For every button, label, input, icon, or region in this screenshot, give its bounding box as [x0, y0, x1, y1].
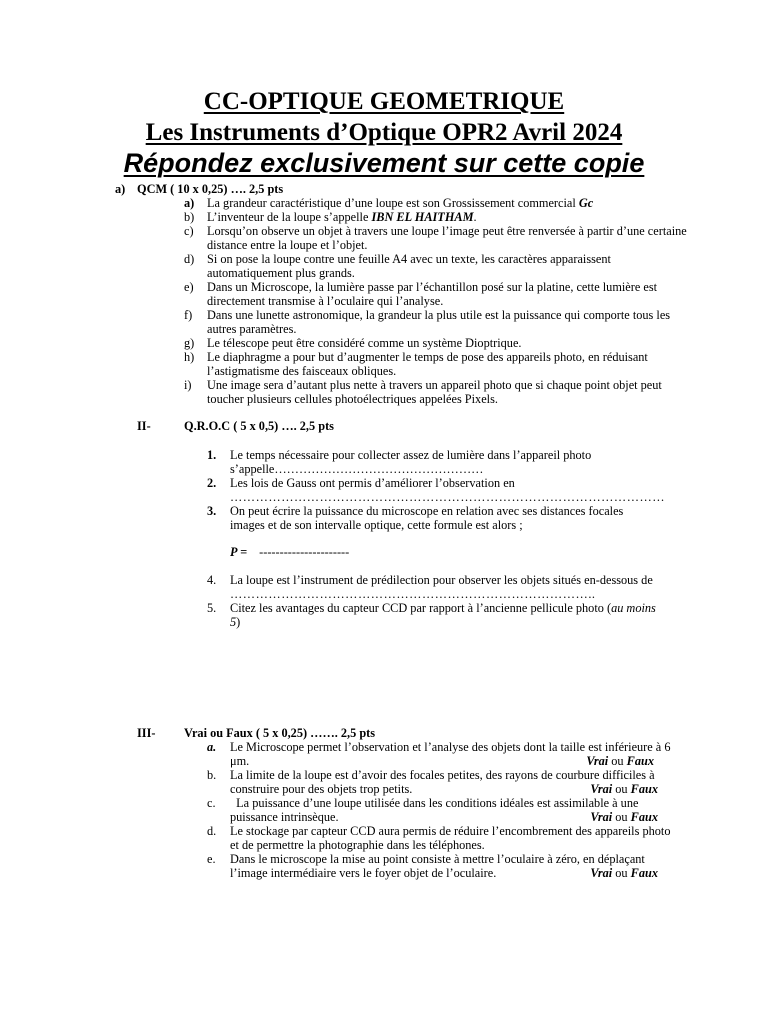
item-text: Le stockage par capteur CCD aura permis de réduire l’encombrement des appareils photo et de permettre la photographie dans les téléphones. [230, 824, 671, 852]
title-instruction: Répondez exclusivement sur cette copie [123, 148, 645, 178]
item-emphasis: IBN EL HAITHAM [371, 210, 474, 224]
formula-blank: ---------------------- [259, 545, 350, 559]
item-text: Lorsqu’on observe un objet à travers une loupe l’image peut être renversée à partir d’une certaine distance entre la loupe et l’objet. [207, 224, 687, 252]
item-marker: 3. [207, 504, 217, 518]
qroc-item-4 [207, 573, 680, 601]
item-marker: 2. [207, 476, 217, 490]
ou-separator: ou [615, 782, 628, 796]
faux-option[interactable]: Faux [630, 810, 658, 824]
item-emphasis: au moins 5 [230, 601, 656, 629]
item-text-after: ) [236, 615, 241, 629]
qroc-item-1 [207, 448, 630, 476]
item-marker: d. [207, 824, 217, 838]
item-text: Une image sera d’autant plus nette à travers un appareil photo que si chaque point objet peut toucher plusieurs cellules photoélectriques appelées Pixels. [207, 378, 662, 406]
title-subject: Les Instruments d’Optique OPR2 Avril 2024 [145, 119, 623, 146]
item-text: Le temps nécessaire pour collecter assez de lumière dans l’appareil photo s’appelle…………………………………………… [230, 448, 592, 476]
section-number: III- [137, 726, 156, 740]
item-text: La puissance d’une loupe utilisée dans les conditions idéales est assimilable à une puissance intrinsèque. [230, 796, 642, 824]
qcm-item-a [184, 196, 687, 210]
item-text: La loupe est l’instrument de prédilection pour observer les objets situés en-dessous de [230, 573, 653, 587]
item-marker: 5. [207, 601, 217, 615]
vf-item-b [207, 768, 678, 796]
faux-option[interactable]: Faux [630, 782, 658, 796]
item-marker: a) [184, 196, 195, 210]
item-marker: f) [184, 308, 193, 322]
item-marker: b. [207, 768, 217, 782]
document-header [0, 86, 768, 179]
item-text: Dans une lunette astronomique, la grandeur la plus utile est la puissance qui comporte tous les autres paramètres. [207, 308, 671, 336]
item-text: Le Microscope permet l’observation et l’analyse des objets dont la taille est inférieure à 6 μm. [230, 740, 671, 768]
vrai-option[interactable]: Vrai [590, 866, 613, 880]
qcm-item-h [184, 350, 687, 378]
ou-separator: ou [615, 810, 628, 824]
item-text: Si on pose la loupe contre une feuille A4 avec un texte, les caractères apparaissent automatiquement plus grands. [207, 252, 611, 280]
vf-item-c [207, 796, 678, 824]
vrai-option[interactable]: Vrai [590, 810, 613, 824]
qcm-item-e [184, 280, 687, 308]
formula-answer [230, 545, 349, 559]
item-text: Dans un Microscope, la lumière passe par l’échantillon posé sur la platine, cette lumière est directement transmise à l’oculaire qui l’analyse. [207, 280, 658, 308]
qroc-item-3 [207, 504, 650, 532]
item-text: La limite de la loupe est d’avoir des focales petites, des rayons de courbure difficiles à construire pour des objets trop petits. [230, 768, 655, 796]
section-label: QCM ( 10 x 0,25) …. 2,5 pts [137, 182, 284, 196]
item-text: Citez les avantages du capteur CCD par rapport à l’ancienne pellicule photo ( [230, 601, 612, 615]
section-number: a) [115, 182, 126, 196]
qcm-item-g [184, 336, 687, 350]
qcm-item-f [184, 308, 687, 336]
section-number: II- [137, 419, 151, 433]
faux-option[interactable]: Faux [630, 866, 658, 880]
section-label: Vrai ou Faux ( 5 x 0,25) ……. 2,5 pts [184, 726, 376, 740]
qcm-item-d [184, 252, 687, 280]
item-text: Le diaphragme a pour but d’augmenter le temps de pose des appareils photo, en réduisant l’astigmatisme des faisceaux obliques. [207, 350, 648, 378]
faux-option[interactable]: Faux [626, 754, 654, 768]
vf-item-a [207, 740, 678, 768]
item-text: La grandeur caractéristique d’une loupe est son Grossissement commercial [207, 196, 579, 210]
vrai-ou-faux[interactable] [590, 782, 658, 796]
vf-item-e [207, 852, 678, 880]
item-text-after: . [473, 210, 477, 224]
vrai-option[interactable]: Vrai [586, 754, 609, 768]
ou-separator: ou [615, 866, 628, 880]
vf-item-d [207, 824, 678, 852]
answer-dots: ………………………………………………………………………….. [230, 587, 596, 601]
item-marker: e) [184, 280, 194, 294]
item-marker: 4. [207, 573, 217, 587]
qcm-item-b [184, 210, 687, 224]
qcm-item-c [184, 224, 687, 252]
item-marker: c) [184, 224, 194, 238]
item-text: Le télescope peut être considéré comme un système Dioptrique. [207, 336, 522, 350]
item-marker: c. [207, 796, 216, 810]
item-emphasis: Gc [578, 196, 594, 210]
answer-dots: ………………………………………………………………………………………… [230, 490, 666, 504]
item-text: Les lois de Gauss ont permis d’améliorer l’observation en [230, 476, 515, 490]
item-marker: a. [207, 740, 217, 754]
item-text: L’inventeur de la loupe s’appelle [207, 210, 372, 224]
item-marker: g) [184, 336, 195, 350]
ou-separator: ou [611, 754, 624, 768]
qcm-item-i [184, 378, 687, 406]
vrai-ou-faux[interactable] [590, 810, 658, 824]
item-text: Dans le microscope la mise au point consiste à mettre l’oculaire à zéro, en déplaçant l’image intermédiaire vers le foyer objet de l’oculaire. [230, 852, 645, 880]
formula-label: P = [230, 545, 248, 559]
item-marker: h) [184, 350, 195, 364]
vrai-ou-faux[interactable] [590, 866, 658, 880]
qroc-item-5 [207, 601, 660, 629]
section-label: Q.R.O.C ( 5 x 0,5) …. 2,5 pts [184, 419, 334, 433]
vrai-ou-faux[interactable] [586, 754, 654, 768]
item-marker: i) [184, 378, 192, 392]
vrai-option[interactable]: Vrai [590, 782, 613, 796]
item-text: On peut écrire la puissance du microscope en relation avec ses distances focales images et de son intervalle optique, cette formule est alors ; [230, 504, 624, 532]
title-course: CC-OPTIQUE GEOMETRIQUE [203, 88, 565, 115]
item-marker: d) [184, 252, 195, 266]
item-marker: 1. [207, 448, 217, 462]
item-marker: b) [184, 210, 195, 224]
qroc-item-2 [207, 476, 666, 504]
item-marker: e. [207, 852, 216, 866]
